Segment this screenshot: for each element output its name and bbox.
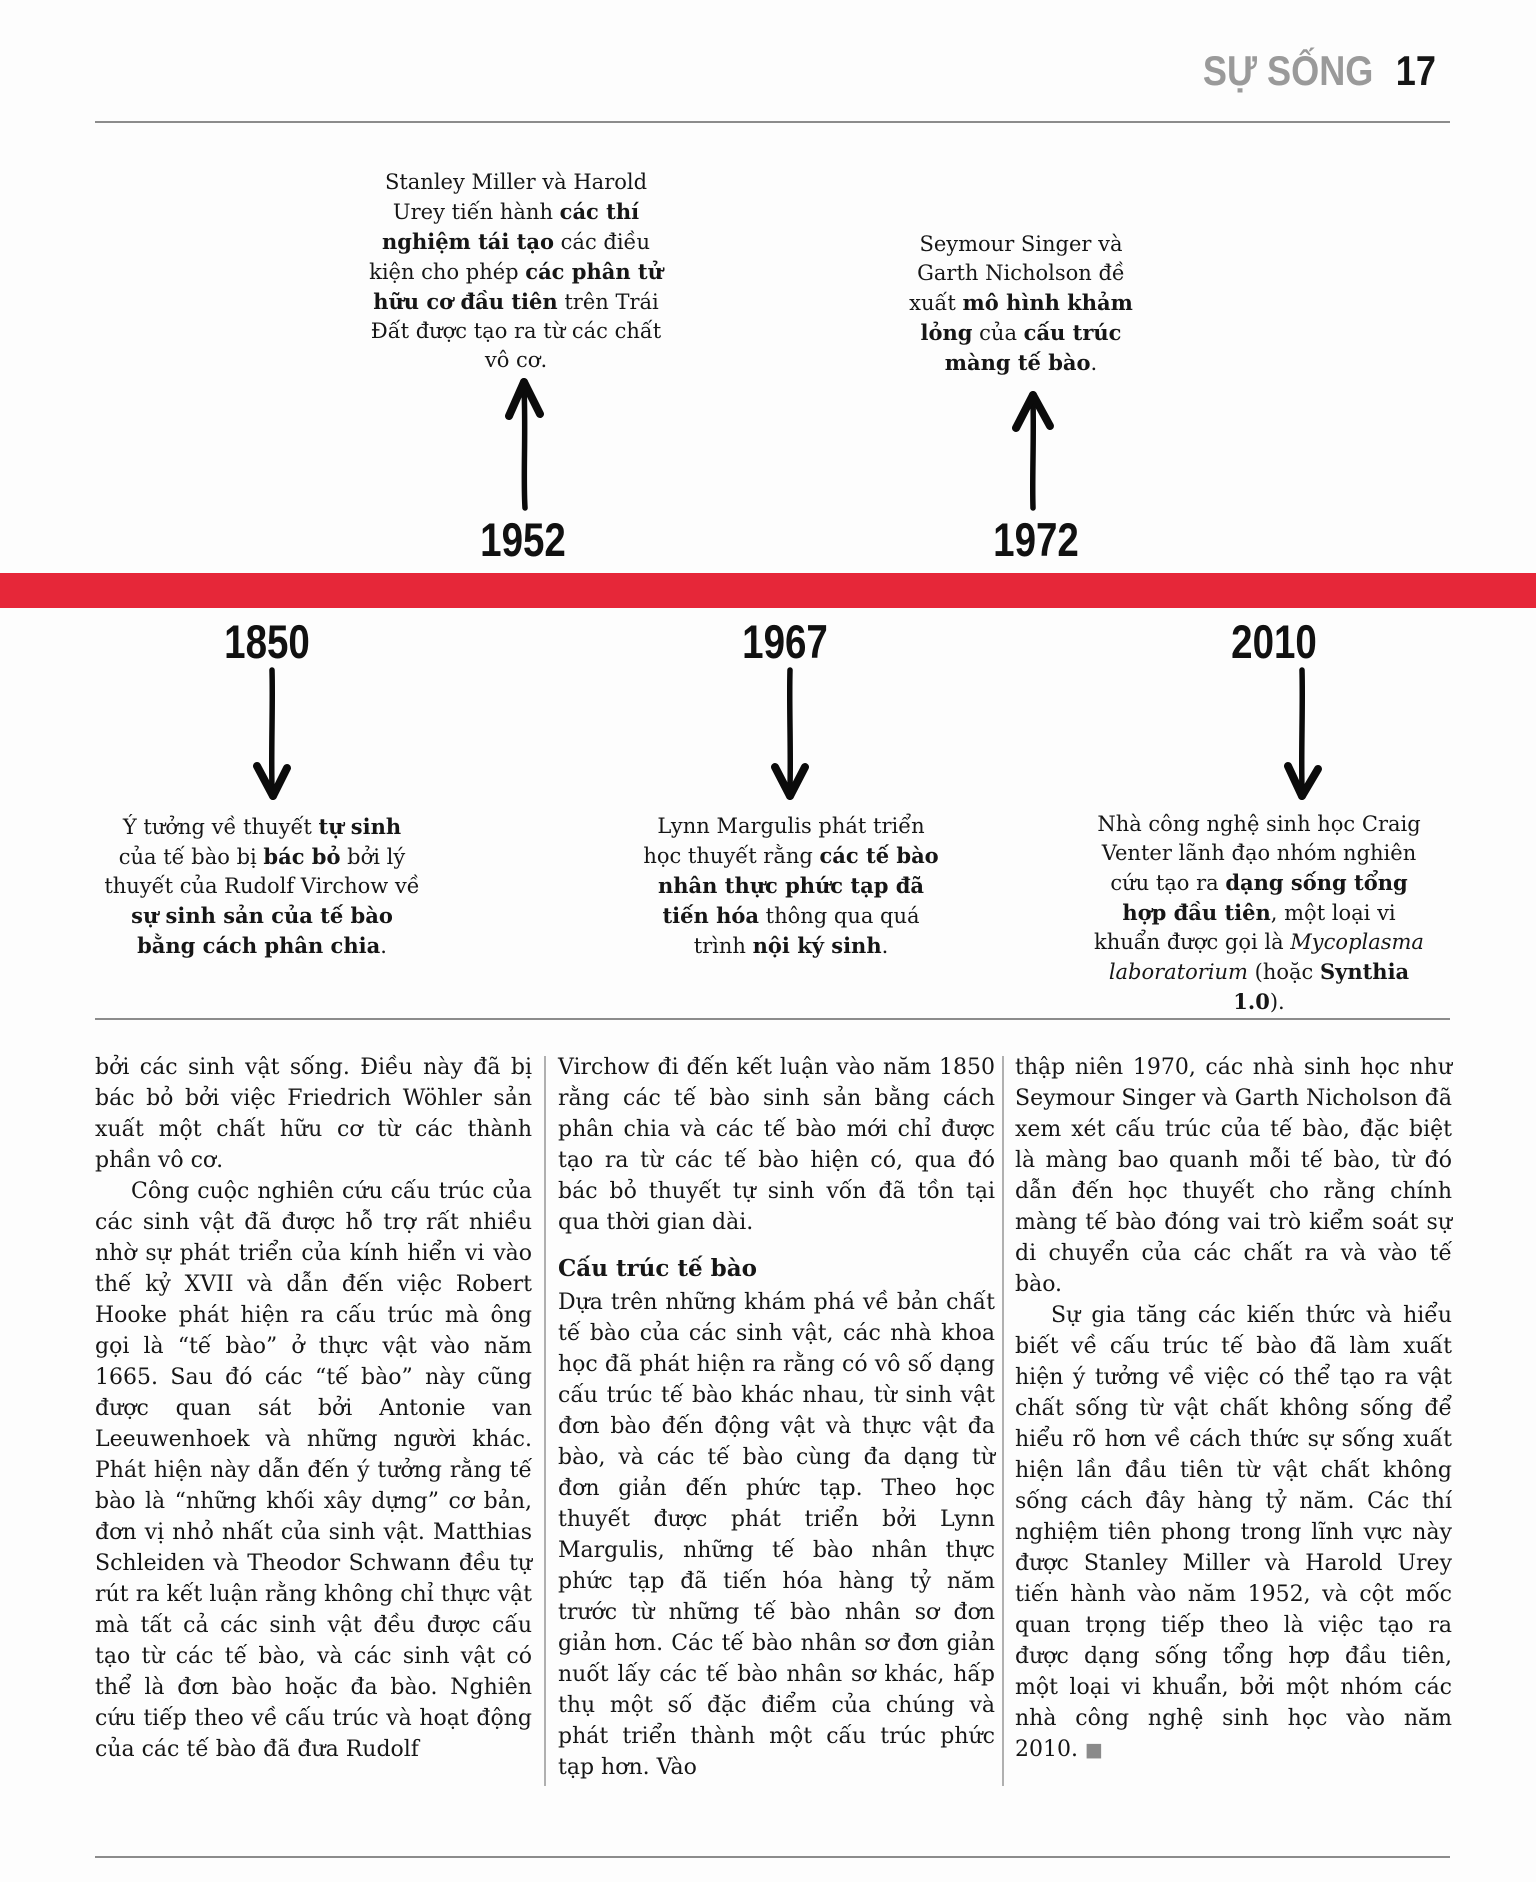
bottom-rule	[95, 1856, 1450, 1858]
paragraph: Công cuộc nghiên cứu cấu trúc của các sinh vật đã được hỗ trợ rất nhiều nhờ sự phát triển của kính hiển vi vào thế kỷ XVII và dẫn đến việc Robert Hooke phát hiện ra cấu trúc mà ông gọi là “tế bào” ở thực vật vào năm 1665. Sau đó các “tế bào” này cũng được quan sát bởi Antonie van Leeuwenhoek và những người khác. Phát hiện này dẫn đến ý tưởng rằng tế bào là “những khối xây dựng” cơ bản, đơn vị nhỏ nhất của sinh vật. Matthias Schleiden và Theodor Schwann đều tự rút ra kết luận rằng không chỉ thực vật mà tất cả các sinh vật đều được cấu tạo từ các tế bào, và các sinh vật có thể là đơn bào hoặc đa bào. Nghiên cứu tiếp theo về cấu trúc và hoạt động của các tế bào đã đưa Rudolf	[95, 1179, 532, 1762]
article-end-mark: ■	[1084, 1739, 1103, 1761]
timeline-event-1850-text: Ý tưởng về thuyết tự sinh của tế bào bị bác bỏ bởi lý thuyết của Rudolf Virchow về sự sinh sản của tế bào bằng cách phân chia.	[104, 814, 420, 958]
down-arrow-icon	[760, 666, 820, 804]
article-top-rule	[95, 1018, 1450, 1020]
timeline-year-1967: 1967	[742, 615, 828, 668]
timeline-year-1952: 1952	[480, 513, 566, 566]
paragraph	[1015, 1300, 1452, 1766]
section-heading: Cấu trúc tế bào	[558, 1255, 758, 1282]
paragraph: Virchow đi đến kết luận vào năm 1850 rằng các tế bào sinh sản bằng cách phân chia và các tế bào mới chỉ được tạo ra từ các tế bào hiện có, qua đó bác bỏ thuyết tự sinh vốn đã tồn tại qua thời gian dài.	[558, 1055, 995, 1235]
timeline-year-1972: 1972	[993, 513, 1079, 566]
section-title: SỰ SỐNG	[1202, 47, 1374, 94]
paragraph: thập niên 1970, các nhà sinh học như Seymour Singer và Garth Nicholson đã xem xét cấu trúc của tế bào, đặc biệt là màng bao quanh mỗi tế bào, từ đó dẫn đến học thuyết cho rằng chính màng tế bào đóng vai trò kiểm soát sự di chuyển của các chất ra và vào tế bào.	[1015, 1055, 1452, 1297]
paragraph-text: Sự gia tăng các kiến thức và hiểu biết về cấu trúc tế bào đã làm xuất hiện ý tưởng về việc có thể tạo ra vật chất sống từ vật chất không sống để hiểu rõ hơn về cách thức sự sống xuất hiện lần đầu tiên từ vật chất không sống cách đây hàng tỷ năm. Các thí nghiệm tiên phong trong lĩnh vực này được Stanley Miller và Harold Urey tiến hành vào năm 1952, và cột mốc quan trọng tiếp theo là việc tạo ra được dạng sống tổng hợp đầu tiên, một loại vi khuẩn, bởi một nhóm các nhà công nghệ sinh học vào năm 2010.	[1015, 1303, 1452, 1762]
body-column-2	[558, 1052, 995, 1783]
timeline-event-1967-text: Lynn Margulis phát triển học thuyết rằng các tế bào nhân thực phức tạp đã tiến hóa thông qua quá trình nội ký sinh.	[643, 814, 939, 958]
body-column-1	[95, 1052, 532, 1765]
down-arrow-icon	[1272, 666, 1332, 804]
timeline-year-2010: 2010	[1231, 615, 1317, 668]
header-rule	[95, 121, 1450, 123]
page-header	[1202, 47, 1436, 94]
down-arrow-icon	[242, 666, 302, 804]
column-divider	[544, 1056, 546, 1786]
up-arrow-icon	[494, 372, 554, 512]
paragraph: Dựa trên những khám phá về bản chất tế bào của các sinh vật, các nhà khoa học đã phát hiện ra rằng có vô số dạng cấu trúc tế bào khác nhau, từ sinh vật đơn bào đến động vật và thực vật đa bào, và các tế bào cùng đa dạng từ đơn giản đến phức tạp. Theo học thuyết được phát triển bởi Lynn Margulis, những tế bào nhân thực phức tạp đã tiến hóa hàng tỷ năm trước từ những tế bào nhân sơ đơn giản hơn. Các tế bào nhân sơ đơn giản nuốt lấy các tế bào nhân sơ khác, hấp thụ một số đặc điểm của chúng và phát triển thành một cấu trúc phức tạp hơn. Vào	[558, 1290, 995, 1780]
up-arrow-icon	[1003, 386, 1063, 512]
column-divider	[1002, 1056, 1004, 1786]
timeline-red-bar	[0, 573, 1536, 608]
timeline-event-1952-text: Stanley Miller và Harold Urey tiến hành các thí nghiệm tái tạo các điều kiện cho phép các phân tử hữu cơ đầu tiên trên Trái Đất được tạo ra từ các chất vô cơ.	[369, 170, 663, 372]
page-number: 17	[1395, 47, 1436, 94]
timeline-year-1850: 1850	[224, 615, 310, 668]
timeline-event-1972-text: Seymour Singer và Garth Nicholson đề xuất mô hình khảm lỏng của cấu trúc màng tế bào.	[909, 232, 1133, 375]
body-column-3	[1015, 1052, 1452, 1766]
paragraph: bởi các sinh vật sống. Điều này đã bị bác bỏ bởi việc Friedrich Wöhler sản xuất một chất hữu cơ từ các thành phần vô cơ.	[95, 1055, 532, 1173]
timeline-event-2010-text: Nhà công nghệ sinh học Craig Venter lãnh đạo nhóm nghiên cứu tạo ra dạng sống tổng hợp đầu tiên, một loại vi khuẩn được gọi là Mycoplasma laboratorium (hoặc Synthia 1.0).	[1094, 812, 1424, 1014]
